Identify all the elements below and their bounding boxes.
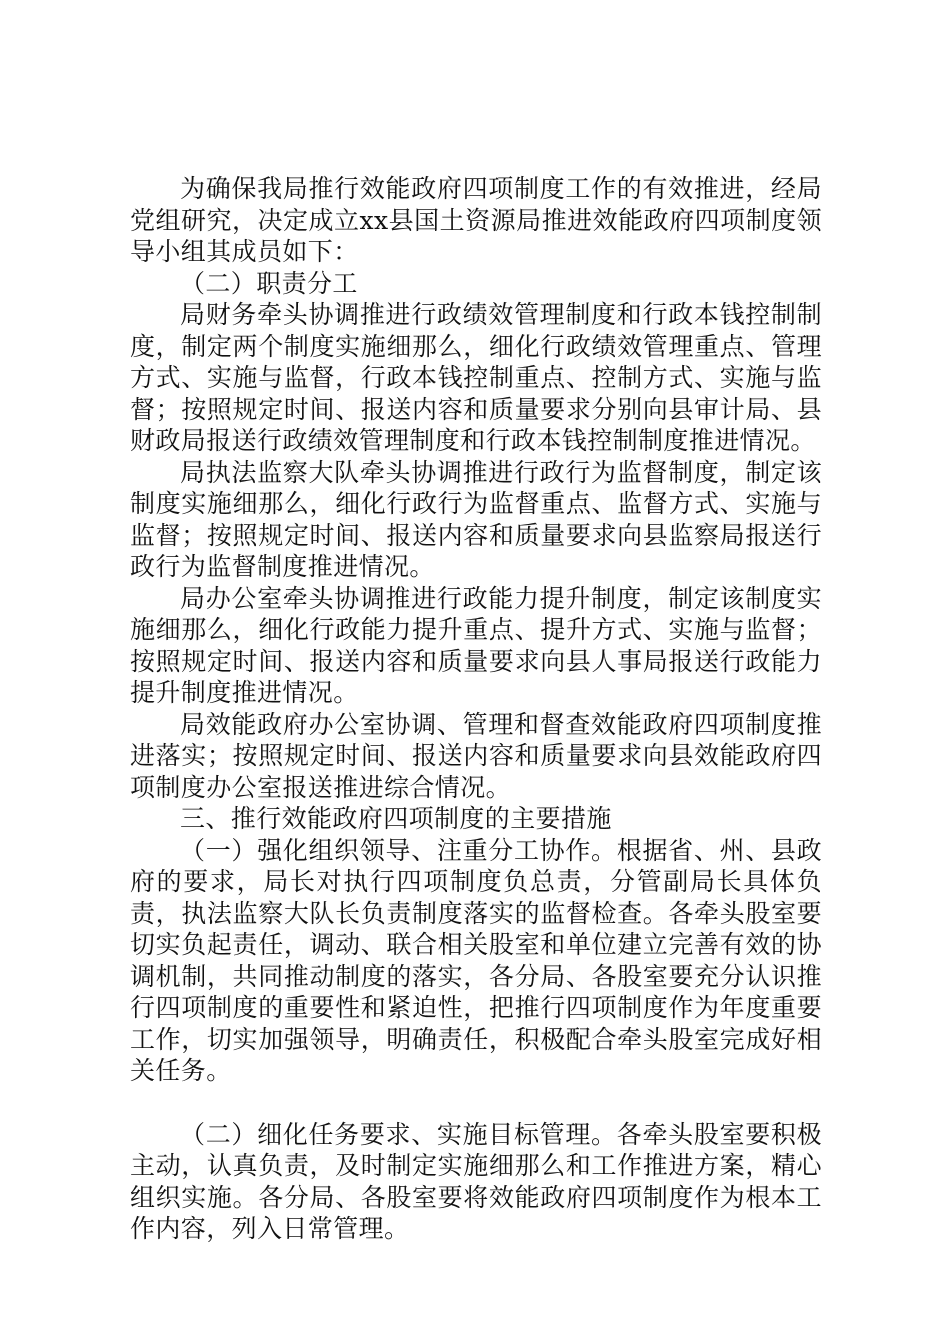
paragraph-measure-two: （二）细化任务要求、实施目标管理。各牵头股室要积极主动，认真负责，及时制定实施细那么和工作推进方案，精心组织实施。各分局、各股室要将效能政府四项制度作为根本工作内容，列入日常管理。 [130, 1119, 822, 1243]
section-heading-measures: 三、推行效能政府四项制度的主要措施 [180, 804, 612, 833]
paragraph-efficiency-office: 局效能政府办公室协调、管理和督查效能政府四项制度推进落实；按照规定时间、报送内容和质量要求向县效能政府四项制度办公室报送推进综合情况。 [130, 709, 822, 802]
paragraph-office: 局办公室牵头协调推进行政能力提升制度，制定该制度实施细那么，细化行政能力提升重点、提升方式、实施与监督；按照规定时间、报送内容和质量要求向县人事局报送行政能力提升制度推进情况。 [130, 583, 822, 707]
paragraph-finance: 局财务牵头协调推进行政绩效管理制度和行政本钱控制制度，制定两个制度实施细那么，细化行政绩效管理重点、管理方式、实施与监督，行政本钱控制重点、控制方式、实施与监督；按照规定时间、报送内容和质量要求分别向县审计局、县财政局报送行政绩效管理制度和行政本钱控制制度推进情况。 [130, 300, 822, 455]
section-heading-duties: （二）职责分工 [180, 268, 358, 298]
paragraph-measure-one: （一）强化组织领导、注重分工协作。根据省、州、县政府的要求，局长对执行四项制度负总责，分管副局长具体负责，执法监察大队长负责制度落实的监督检查。各牵头股室要切实负起责任，调动、联合相关股室和单位建立完善有效的协调机制，共同推动制度的落实，各分局、各股室要充分认识推行四项制度的重要性和紧迫性，把推行四项制度作为年度重要工作，切实加强领导，明确责任，积极配合牵头股室完成好相关任务。 [130, 835, 822, 1085]
document-body [130, 173, 822, 1245]
paragraph-intro: 为确保我局推行效能政府四项制度工作的有效推进，经局党组研究，决定成立xx县国土资源局推进效能政府四项制度领导小组其成员如下： [130, 174, 822, 266]
paragraph-supervision: 局执法监察大队牵头协调推进行政行为监督制度，制定该制度实施细那么，细化行政行为监督重点、监督方式、实施与监督；按照规定时间、报送内容和质量要求向县监察局报送行政行为监督制度推进情况。 [130, 457, 822, 581]
